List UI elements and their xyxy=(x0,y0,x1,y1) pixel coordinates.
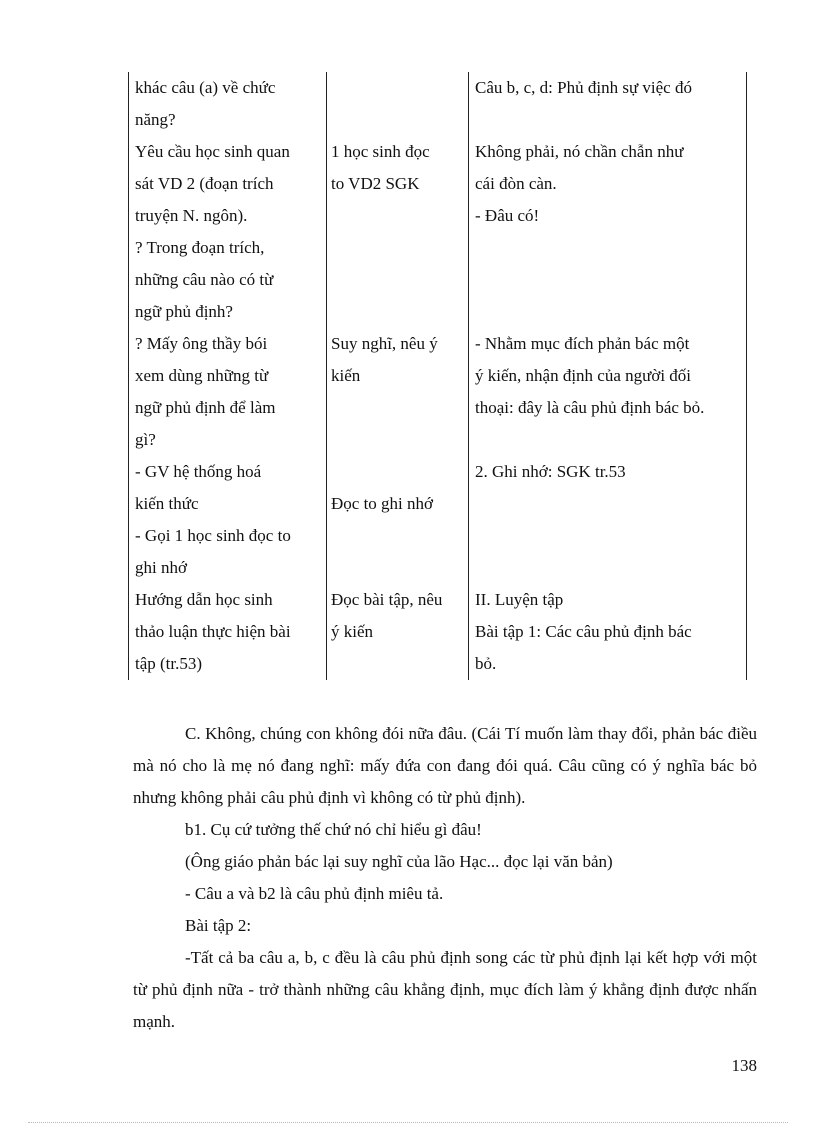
cell-line: những câu nào có từ xyxy=(135,270,274,289)
cell-line: thảo luận thực hiện bài xyxy=(135,622,291,641)
lesson-content-cell xyxy=(469,136,747,328)
student-activity-cell xyxy=(327,328,469,456)
cell-line xyxy=(331,456,464,488)
teacher-activity-cell xyxy=(129,456,327,584)
cell-line: Bài tập 1: Các câu phủ định bác xyxy=(475,622,692,641)
cell-line: ý kiến, nhận định của người đối xyxy=(475,366,692,385)
student-activity-cell xyxy=(327,136,469,328)
lesson-content-cell xyxy=(469,328,747,456)
teacher-activity-cell xyxy=(129,584,327,680)
table-row xyxy=(129,72,747,136)
cell-line: Yêu cầu học sinh quan xyxy=(135,142,290,161)
teacher-activity-cell xyxy=(129,136,327,328)
cell-line: ? Mấy ông thầy bói xyxy=(135,334,268,353)
cell-line: kiến xyxy=(331,366,361,385)
table-row xyxy=(129,136,747,328)
cell-line: gì? xyxy=(135,430,156,449)
cell-line: Suy nghĩ, nêu ý xyxy=(331,334,438,353)
paragraph-exercise-2: -Tất cả ba câu a, b, c đều là câu phủ định song các từ phủ định lại kết hợp với một từ phủ định nữa - trở thành những câu khẳng định, mục đích làm ý khẳng định được nhấn mạnh. xyxy=(133,948,757,1031)
cell-line: II. Luyện tập xyxy=(475,590,564,609)
cell-line: ý kiến xyxy=(331,622,374,641)
teacher-activity-cell xyxy=(129,72,327,136)
student-activity-cell xyxy=(327,72,469,136)
cell-line: Đọc bài tập, nêu xyxy=(331,590,443,609)
lesson-content-cell xyxy=(469,72,747,136)
cell-line: Đọc to ghi nhớ xyxy=(331,494,434,513)
paragraph-a-b2: - Câu a và b2 là câu phủ định miêu tả. xyxy=(185,884,444,903)
cell-line: Câu b, c, d: Phủ định sự việc đó xyxy=(475,78,692,97)
lesson-content-cell xyxy=(469,584,747,680)
cell-line: ngữ phủ định để làm xyxy=(135,398,276,417)
cell-line: Hướng dẫn học sinh xyxy=(135,590,273,609)
cell-line: khác câu (a) về chức xyxy=(135,78,276,97)
cell-line: - Đâu có! xyxy=(475,206,540,225)
cell-line: cái đòn càn. xyxy=(475,174,557,193)
paragraph-b1-note: (Ông giáo phản bác lại suy nghĩ của lão Hạc... đọc lại văn bản) xyxy=(185,852,613,871)
cell-line: - Nhằm mục đích phản bác một xyxy=(475,334,690,353)
table-row xyxy=(129,456,747,584)
cell-line: 1 học sinh đọc xyxy=(331,142,430,161)
cell-line: 2. Ghi nhớ: SGK tr.53 xyxy=(475,462,626,481)
cell-line: - Gọi 1 học sinh đọc to xyxy=(135,526,291,545)
cell-line: ngữ phủ định? xyxy=(135,302,233,321)
cell-line: kiến thức xyxy=(135,494,199,513)
cell-line: to VD2 SGK xyxy=(331,174,420,193)
cell-line: sát VD 2 (đoạn trích xyxy=(135,174,274,193)
paragraph-answer-c: C. Không, chúng con không đói nữa đâu. (Cái Tí muốn làm thay đổi, phản bác điều mà nó cho là mẹ nó đang nghĩ: mấy đứa con đang đói quá. Câu cũng có ý nghĩa bác bỏ nhưng không phải câu phủ định vì không có từ phủ định). xyxy=(133,724,757,807)
teacher-activity-cell xyxy=(129,328,327,456)
cell-line: ghi nhớ xyxy=(135,558,187,577)
cell-line: năng? xyxy=(135,110,176,129)
paragraph-b1: b1. Cụ cứ tưởng thế chứ nó chỉ hiểu gì đâu! xyxy=(185,820,482,839)
cell-line: xem dùng những từ xyxy=(135,366,269,385)
cell-line: truyện N. ngôn). xyxy=(135,206,248,225)
cell-line: - GV hệ thống hoá xyxy=(135,462,262,481)
cell-line: thoại: đây là câu phủ định bác bỏ. xyxy=(475,398,705,417)
cell-line: bỏ. xyxy=(475,654,497,673)
cell-line: tập (tr.53) xyxy=(135,654,203,673)
student-activity-cell xyxy=(327,584,469,680)
exercise-2-heading: Bài tập 2: xyxy=(185,916,252,935)
cell-line: Không phải, nó chần chẫn như xyxy=(475,142,684,161)
cell-line: ? Trong đoạn trích, xyxy=(135,238,265,257)
lesson-table xyxy=(128,72,747,680)
lesson-content-cell xyxy=(469,456,747,584)
page-number: 138 xyxy=(731,1056,757,1075)
student-activity-cell xyxy=(327,456,469,584)
table-row xyxy=(129,328,747,456)
table-row xyxy=(129,584,747,680)
